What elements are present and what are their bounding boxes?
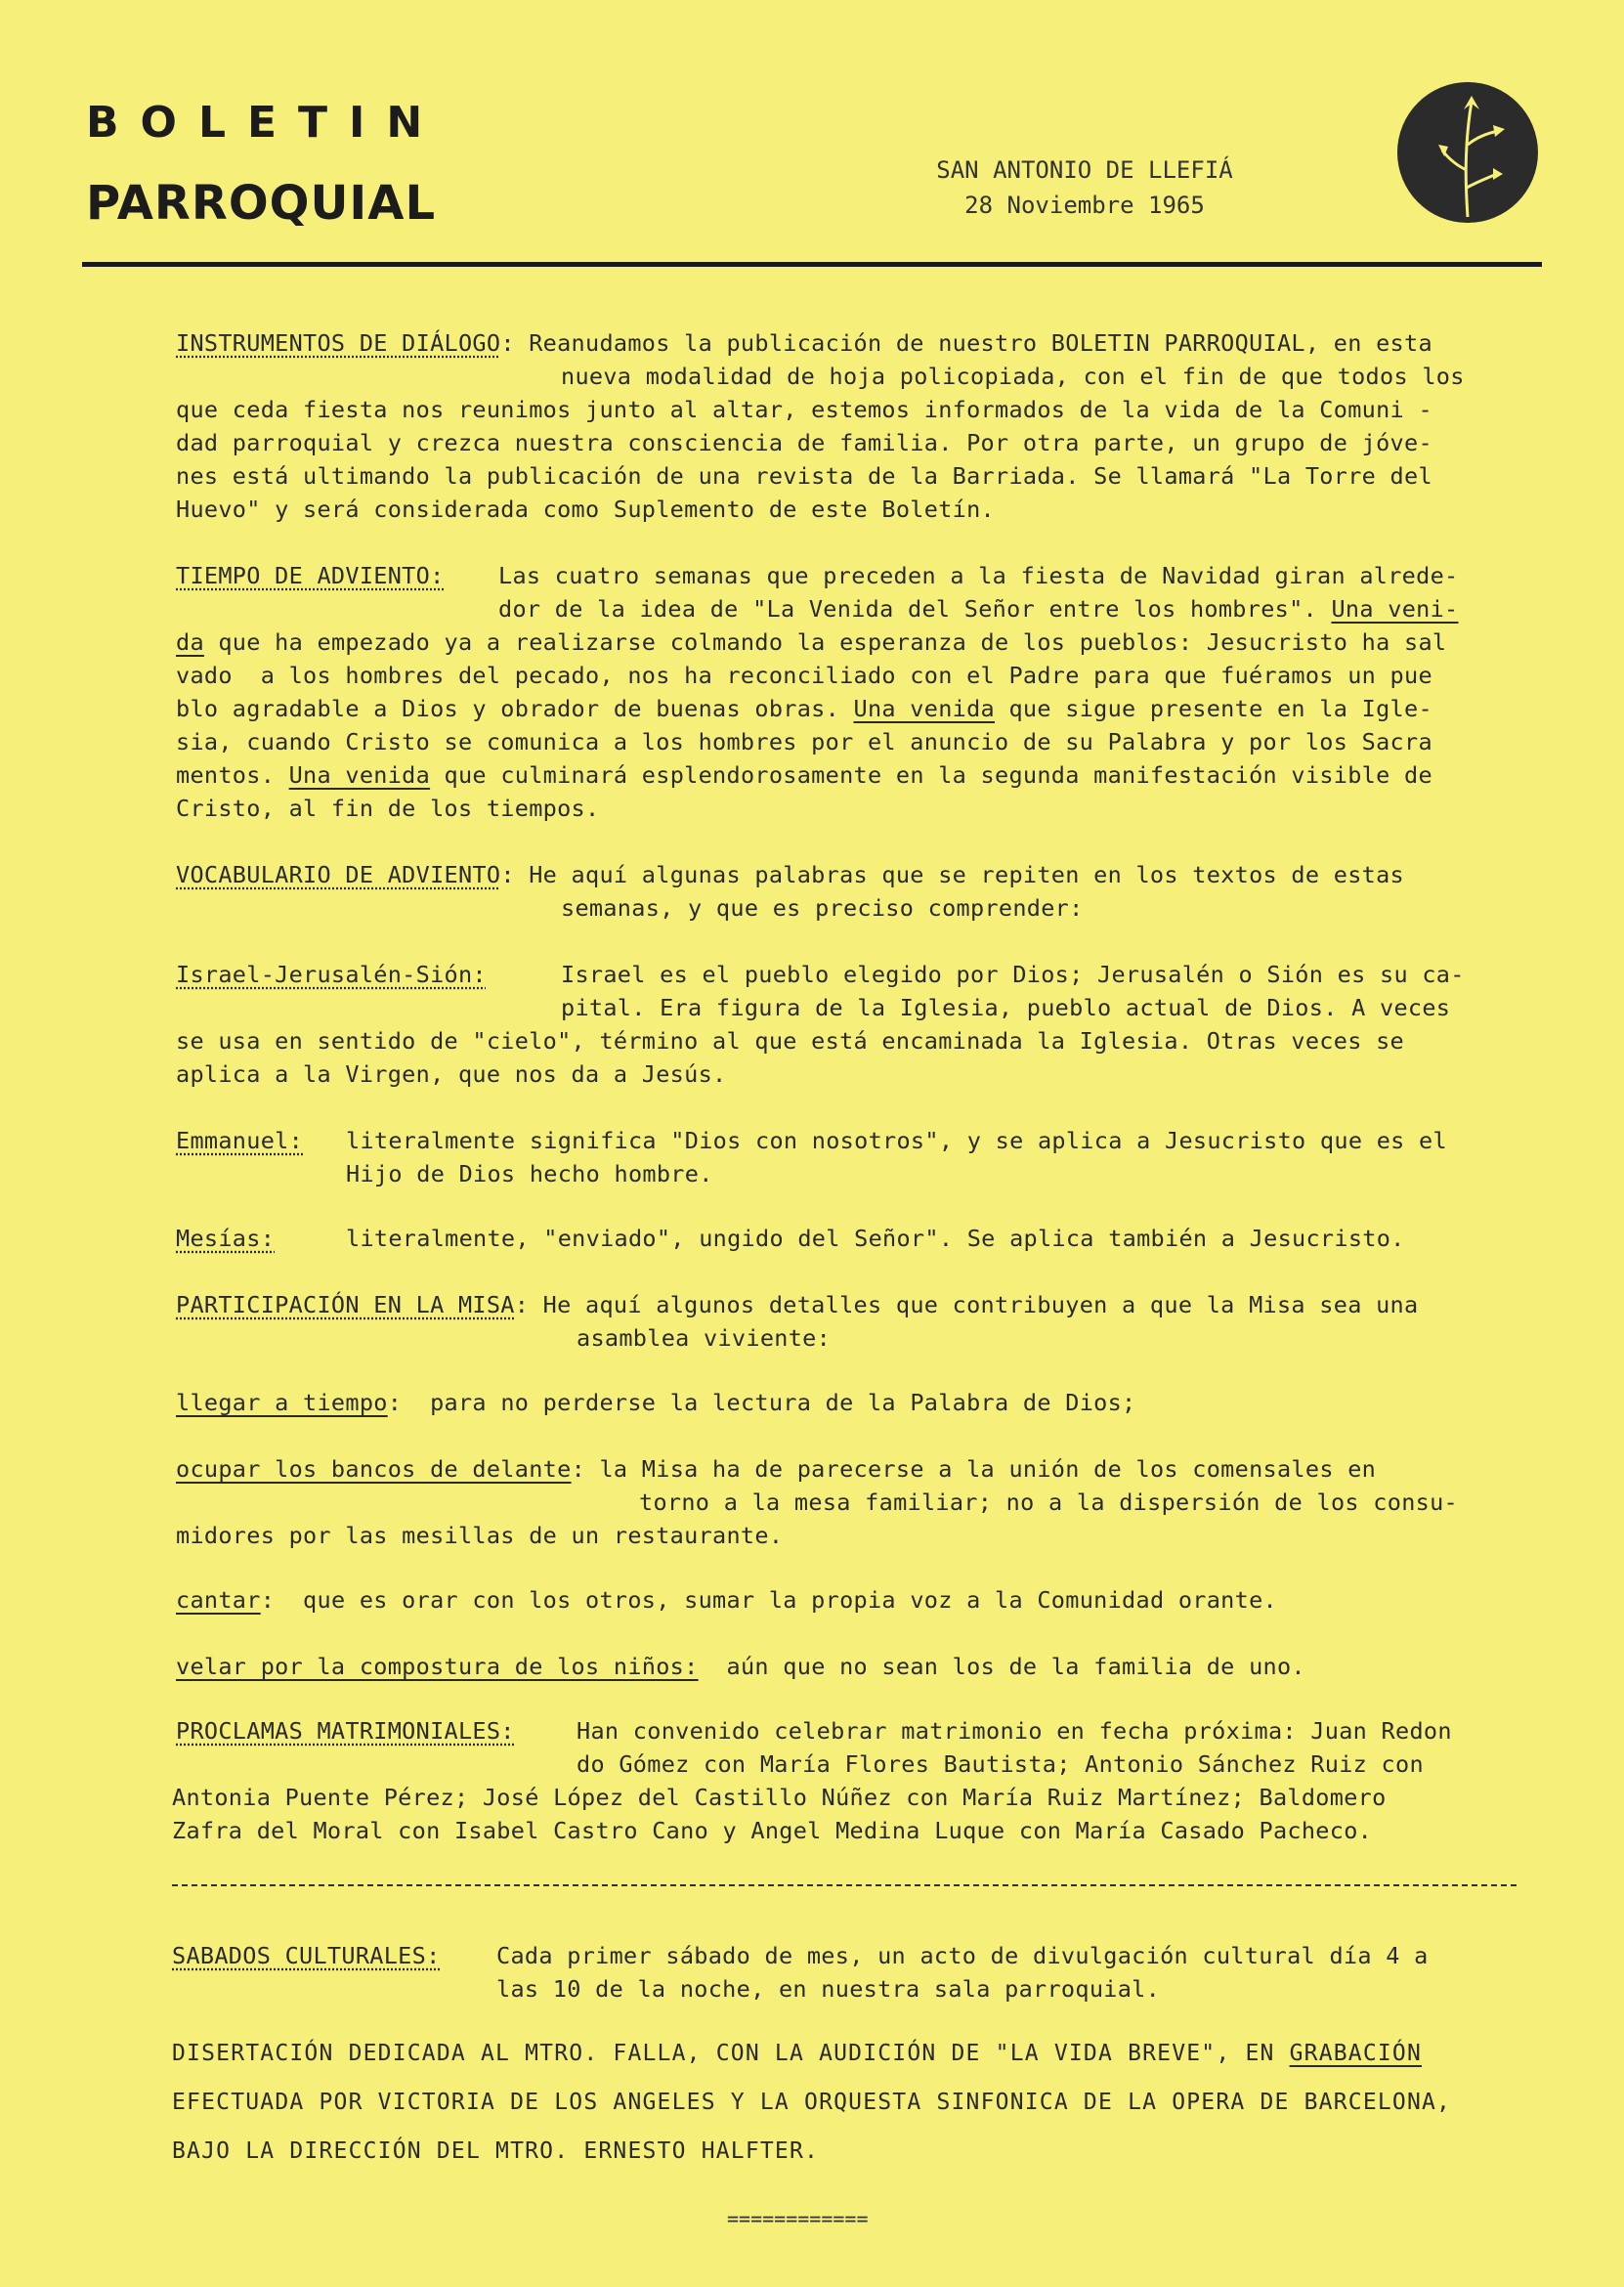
section-divider <box>172 1884 1517 1888</box>
disertacion-line: EFECTUADA POR VICTORIA DE LOS ANGELES Y LA ORQUESTA SINFONICA DE LA OPERA DE BARCELONA, <box>172 2090 1452 2115</box>
section-participacion: PARTICIPACIÓN EN LA MISA: He aquí algunos detalles que contribuyen a que la Misa sea una <box>176 1291 1419 1318</box>
parish-place: SAN ANTONIO DE LLEFIÁ <box>936 156 1233 184</box>
text-line: Cristo, al fin de los tiempos. <box>176 795 600 822</box>
text-line: blo agradable a Dios y obrador de buenas obras. Una venida que sigue presente en la Igle- <box>176 695 1432 722</box>
text-line: Israel es el pueblo elegido por Dios; Jerusalén o Sión es su ca- <box>561 961 1465 988</box>
heading-instrumentos: INSTRUMENTOS DE DIÁLOGO <box>176 329 501 357</box>
disertacion-line: BAJO LA DIRECCIÓN DEL MTRO. ERNESTO HALFTER. <box>172 2138 820 2164</box>
text-line: Antonia Puente Pérez; José López del Castillo Núñez con María Ruiz Martínez; Baldomero <box>172 1784 1387 1811</box>
section-cantar: cantar: que es orar con los otros, sumar la propia voz a la Comunidad orante. <box>176 1586 1277 1614</box>
text-line: mentos. Una venida que culminará esplendorosamente en la segunda manifestación visible de <box>176 761 1432 789</box>
text-line: literalmente, "enviado", ungido del Señor". Se aplica también a Jesucristo. <box>346 1225 1405 1252</box>
text-line: literalmente significa "Dios con nosotros", y se aplica a Jesucristo que es el <box>346 1127 1447 1154</box>
bulletin-date: 28 Noviembre 1965 <box>964 192 1205 219</box>
text-line: do Gómez con María Flores Bautista; Antonio Sánchez Ruiz con <box>577 1750 1424 1778</box>
heading-sabados: SABADOS CULTURALES: <box>172 1942 441 1969</box>
text-line: aplica a la Virgen, que nos da a Jesús. <box>176 1060 727 1088</box>
text-line: sia, cuando Cristo se comunica a los hombres por el anuncio de su Palabra y por los Sacra <box>176 728 1432 755</box>
title-parroquial: PARROQUIAL <box>86 176 437 231</box>
text-line: Han convenido celebrar matrimonio en fecha próxima: Juan Redon <box>577 1717 1452 1745</box>
text-line: dad parroquial y crezca nuestra consciencia de familia. Por otra parte, un grupo de jóve- <box>176 429 1432 456</box>
heading-emmanuel: Emmanuel: <box>176 1127 304 1154</box>
section-llegar: llegar a tiempo: para no perderse la lectura de la Palabra de Dios; <box>176 1389 1136 1416</box>
text-line: asamblea viviente: <box>577 1324 832 1352</box>
wheat-spike-icon <box>1395 80 1540 225</box>
section-ocupar: ocupar los bancos de delante: la Misa ha de parecerse a la unión de los comensales en <box>176 1455 1377 1483</box>
heading-adviento: TIEMPO DE ADVIENTO: <box>176 562 445 589</box>
text-line: Cada primer sábado de mes, un acto de divulgación cultural día 4 a <box>496 1942 1429 1969</box>
text-line: nueva modalidad de hoja policopiada, con el fin de que todos los <box>561 363 1465 390</box>
heading-israel: Israel-Jerusalén-Sión: <box>176 961 487 988</box>
text-line: nes está ultimando la publicación de una revista de la Barriada. Se llamará "La Torre del <box>176 462 1432 490</box>
end-mark: ============ <box>727 2207 869 2230</box>
text-line: Huevo" y será considerada como Suplemento de este Boletín. <box>176 496 995 523</box>
title-boletin: BOLETIN <box>86 98 445 148</box>
text-line: Las cuatro semanas que preceden a la fiesta de Navidad giran alrede- <box>498 562 1459 589</box>
heading-mesias: Mesías: <box>176 1225 276 1252</box>
text-line: vado a los hombres del pecado, nos ha reconciliado con el Padre para que fuéramos un pue <box>176 662 1432 689</box>
disertacion-line: DISERTACIÓN DEDICADA AL MTRO. FALLA, CON LA AUDICIÓN DE "LA VIDA BREVE", EN GRABACIÓN <box>172 2041 1423 2066</box>
text-line: que ceda fiesta nos reunimos junto al altar, estemos informados de la vida de la Comuni - <box>176 396 1432 423</box>
text-line: pital. Era figura de la Iglesia, pueblo actual de Dios. A veces <box>561 994 1451 1021</box>
text-line: se usa en sentido de "cielo", término al que está encaminada la Iglesia. Otras veces se <box>176 1027 1404 1055</box>
section-velar: velar por la compostura de los niños: aún que no sean los de la familia de uno. <box>176 1653 1305 1680</box>
section-vocabulario: VOCABULARIO DE ADVIENTO: He aquí algunas palabras que se repiten en los textos de estas <box>176 861 1404 888</box>
heading-proclamas: PROCLAMAS MATRIMONIALES: <box>176 1717 515 1745</box>
text-line: Hijo de Dios hecho hombre. <box>346 1160 713 1187</box>
text-line: semanas, y que es preciso comprender: <box>561 894 1084 922</box>
text-line: da que ha empezado ya a realizarse colmando la esperanza de los pueblos: Jesucristo ha sal <box>176 628 1447 656</box>
text-line: midores por las mesillas de un restaurante. <box>176 1522 784 1549</box>
header-rule <box>82 262 1542 267</box>
text-line: las 10 de la noche, en nuestra sala parroquial. <box>496 1975 1161 2003</box>
text-line: Zafra del Moral con Isabel Castro Cano y Angel Medina Luque con María Casado Pacheco. <box>172 1817 1373 1844</box>
text-line: torno a la mesa familiar; no a la dispersión de los consu- <box>639 1489 1458 1516</box>
section-instrumentos: INSTRUMENTOS DE DIÁLOGO: Reanudamos la publicación de nuestro BOLETIN PARROQUIAL, en esta <box>176 329 1432 357</box>
text-line: dor de la idea de "La Venida del Señor entre los hombres". Una veni- <box>498 595 1459 623</box>
